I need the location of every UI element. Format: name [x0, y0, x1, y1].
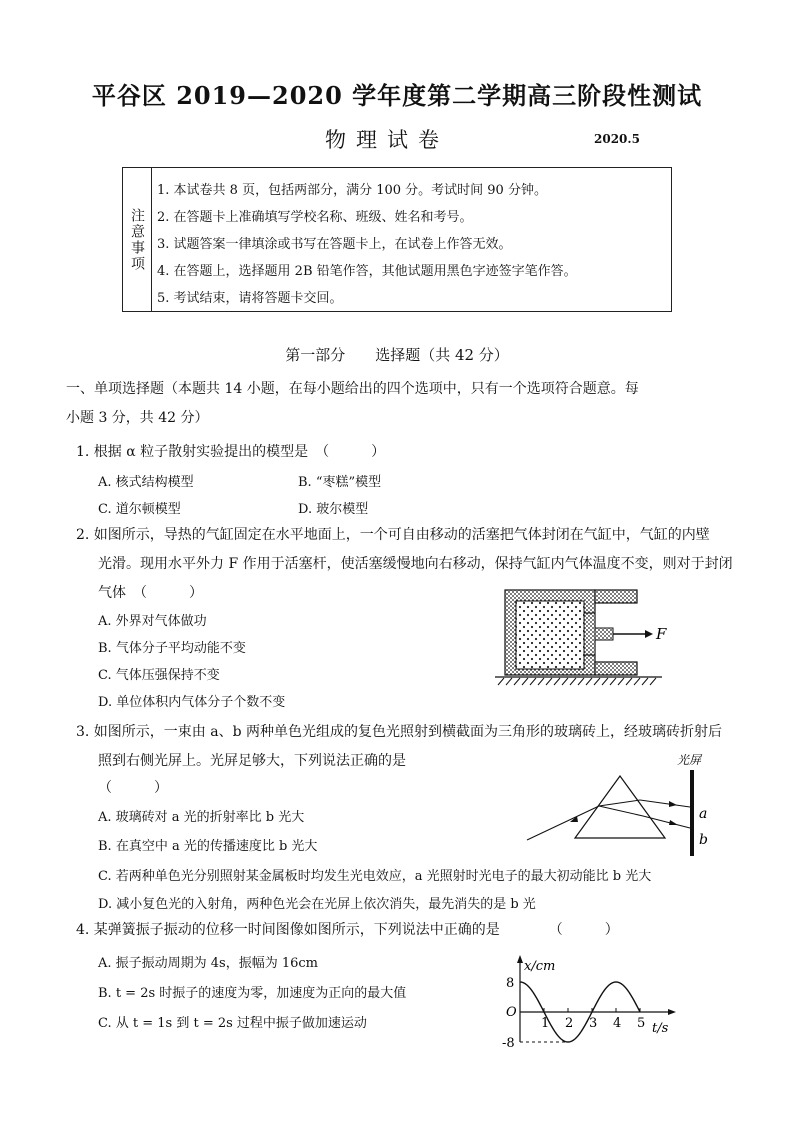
y-tick-label: 8	[506, 976, 515, 991]
q4-option-a: A. 振子振动周期为 4s，振幅为 16cm	[98, 956, 319, 971]
q2-option-a: A. 外界对气体做功	[98, 614, 207, 629]
note-item: 1. 本试卷共 8 页，包括两部分，满分 100 分。考试时间 90 分钟。	[157, 183, 547, 198]
prism-figure	[515, 752, 715, 860]
y-tick-label: -8	[502, 1036, 515, 1050]
question-3-stem: 3. 如图所示，一束由 a、b 两种单色光组成的复色光照射到横截面为三角形的玻璃砖上，经玻璃砖折射后	[76, 724, 723, 740]
question-2-stem: 2. 如图所示，导热的气缸固定在水平地面上，一个可自由移动的活塞把气体封闭在气缸中，气缸的内壁	[76, 527, 710, 543]
question-1-stem: 1. 根据 α 粒子散射实验提出的模型是 （ ）	[76, 444, 386, 460]
paper-subtitle: 物理试卷	[325, 128, 449, 152]
q3-option-a: A. 玻璃砖对 a 光的折射率比 b 光大	[98, 810, 305, 825]
section-instruction: 小题 3 分，共 42 分）	[66, 410, 209, 426]
oscillation-chart	[490, 950, 680, 1050]
q3-option-c: C. 若两种单色光分别照射某金属板时均发生光电效应，a 光照射时光电子的最大初动能比 b 光大	[98, 869, 652, 884]
x-tick-label: 2	[565, 1016, 574, 1031]
exam-title: 平谷区 2019—2020 学年度第二学期高三阶段性测试	[91, 81, 703, 110]
y-axis-label: x/cm	[524, 959, 556, 974]
ground-line	[495, 677, 662, 685]
screen-label: 光屏	[677, 753, 702, 767]
note-item: 3. 试题答案一律填涂或书写在答题卡上，在试卷上作答无效。	[157, 237, 512, 252]
section-title: 第一部分 选择题（共 42 分）	[285, 346, 509, 364]
question-2-stem: 光滑。现用水平外力 F 作用于活塞杆，使活塞缓慢地向右移动，保持气缸内气体温度不变，则对于封闭	[98, 556, 733, 572]
ray-b-label: b	[699, 832, 708, 848]
notes-box	[122, 167, 672, 312]
q1-option-c: C. 道尔顿模型	[98, 502, 181, 517]
q4-option-c: C. 从 t = 1s 到 t = 2s 过程中振子做加速运动	[98, 1016, 367, 1031]
question-3-stem: （ ）	[98, 780, 168, 796]
note-item: 2. 在答题卡上准确填写学校名称、班级、姓名和考号。	[157, 210, 473, 225]
x-tick-label: 1	[541, 1016, 550, 1031]
q4-option-b: B. t = 2s 时振子的速度为零，加速度为正向的最大值	[98, 986, 407, 1001]
y-axis-arrow	[517, 955, 523, 963]
x-tick-label: 3	[589, 1016, 598, 1031]
light-rays	[527, 800, 690, 840]
x-tick-label: 4	[613, 1016, 622, 1031]
x-tick-label: 5	[637, 1016, 646, 1031]
cylinder-wall	[505, 590, 637, 675]
prism-shape	[575, 776, 665, 838]
question-2-stem: 气体 （ ）	[98, 585, 203, 601]
note-item: 5. 考试结束，请将答题卡交回。	[157, 291, 343, 306]
q3-option-b: B. 在真空中 a 光的传播速度比 b 光大	[98, 839, 318, 854]
q2-option-d: D. 单位体积内气体分子个数不变	[98, 695, 286, 710]
force-label: F	[656, 625, 667, 643]
x-axis-label: t/s	[652, 1021, 669, 1036]
question-3-stem: 照到右侧光屏上。光屏足够大，下列说法正确的是	[98, 753, 406, 769]
q2-option-b: B. 气体分子平均动能不变	[98, 641, 246, 656]
exam-date: 2020.5	[594, 132, 640, 146]
piston	[584, 613, 613, 655]
q1-option-d: D. 玻尔模型	[298, 502, 369, 517]
force-arrow	[613, 630, 653, 638]
note-item: 4. 在答题上，选择题用 2B 铅笔作答，其他试题用黑色字迹签字笔作答。	[157, 264, 577, 279]
notes-label: 注意事项	[123, 168, 152, 311]
q1-option-a: A. 核式结构模型	[98, 475, 194, 490]
gas-cylinder-figure	[490, 585, 670, 690]
q2-option-c: C. 气体压强保持不变	[98, 668, 220, 683]
x-axis-arrow	[668, 1009, 676, 1015]
q1-option-b: B. “枣糕”模型	[298, 475, 382, 490]
q3-option-d: D. 减小复色光的入射角，两种色光会在光屏上依次消失，最先消失的是 b 光	[98, 897, 536, 912]
origin-label: O	[506, 1005, 517, 1020]
question-4-stem: 4. 某弹簧振子振动的位移一时间图像如图所示，下列说法中正确的是 （ ）	[76, 922, 619, 938]
section-instruction: 一、单项选择题（本题共 14 小题，在每小题给出的四个选项中，只有一个选项符合题意。每	[66, 381, 639, 397]
ray-a-label: a	[699, 806, 708, 822]
